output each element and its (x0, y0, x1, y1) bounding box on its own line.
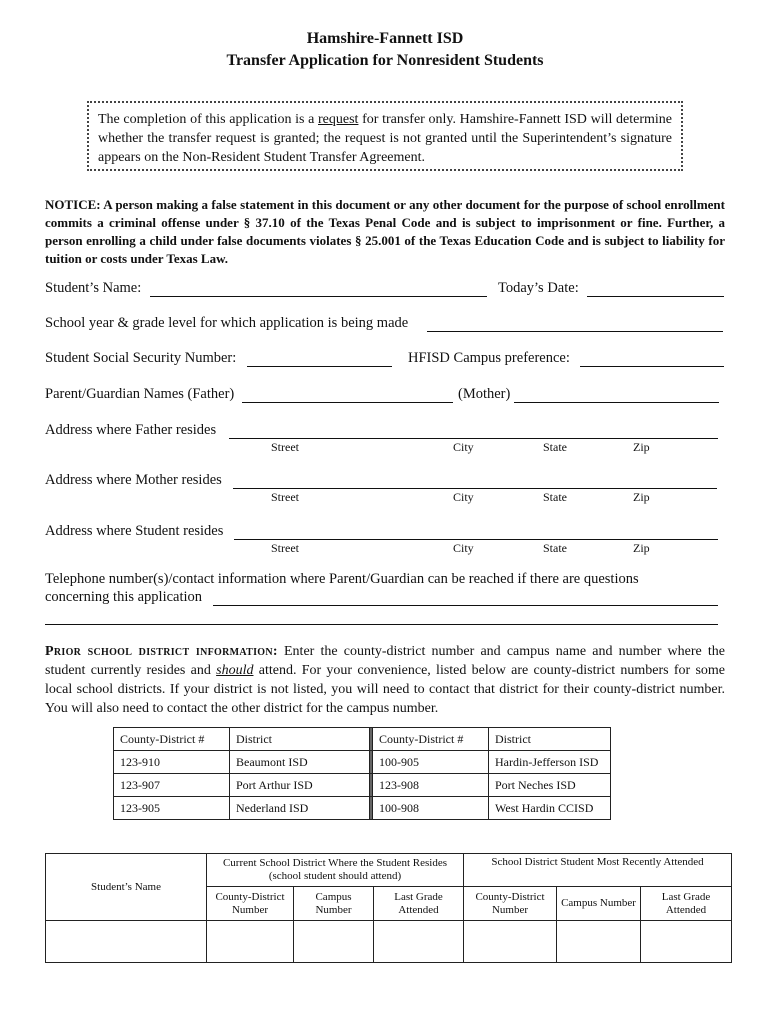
mother-address-label: Address where Mother resides (45, 472, 222, 488)
table-cell: West Hardin CCISD (489, 797, 611, 820)
table-header-row (114, 728, 611, 751)
table-cell: Port Arthur ISD (230, 774, 370, 797)
table-cell: 100-905 (373, 751, 489, 774)
city-caption: City (453, 490, 474, 504)
header-cell: District (230, 728, 370, 751)
state-caption: State (543, 490, 567, 504)
current-campus-entry[interactable] (294, 921, 374, 963)
ssn-field[interactable] (247, 366, 392, 367)
history-group-header-row (46, 854, 732, 887)
table-cell: Port Neches ISD (489, 774, 611, 797)
current-last-grade-entry[interactable] (374, 921, 464, 963)
campus-preference-field[interactable] (580, 366, 724, 367)
school-year-field[interactable] (427, 331, 723, 332)
prior-district-heading: Prior school district information: (45, 644, 278, 659)
intro-box (87, 101, 683, 171)
student-name-entry[interactable] (46, 921, 207, 963)
table-row (46, 921, 732, 963)
zip-caption: Zip (633, 490, 650, 504)
prior-text-after: attend. For your convenience, listed below are county-district numbers for some local school districts. If your district is not listed, you will need to contact that district for their county-district number. You will also need to contact the other district for the campus number. (45, 663, 726, 716)
telephone-field[interactable] (213, 605, 718, 606)
city-caption: City (453, 541, 474, 555)
prior-text-before: Enter the county-district number and campus name and number where the student currently resides and (45, 644, 725, 678)
table-cell: 123-907 (114, 774, 230, 797)
intro-text-request: request (318, 112, 359, 127)
todays-date-field[interactable] (587, 296, 724, 297)
mother-name-field[interactable] (514, 402, 719, 403)
table-cell: Nederland ISD (230, 797, 370, 820)
sub-header-cell: County-District Number (464, 887, 557, 921)
table-cell: 123-905 (114, 797, 230, 820)
student-name-header: Student’s Name (46, 854, 207, 921)
recent-campus-entry[interactable] (557, 921, 641, 963)
father-address-label: Address where Father resides (45, 422, 217, 438)
zip-caption: Zip (633, 541, 650, 555)
zip-caption: Zip (633, 440, 650, 454)
page-subtitle: Transfer Application for Nonresident Students (226, 52, 544, 69)
state-caption: State (543, 541, 567, 555)
table-cell: Beaumont ISD (230, 751, 370, 774)
notice-paragraph: NOTICE: A person making a false statement in this document or any other document for the purpose of school enrollment commits a criminal offense under § 37.10 of the Texas Penal Code and is subject to imprisonment or fine. Further, a person enrolling a child under false documents violates § 25.001 of the Texas Education Code and is subject to liability for tuition or costs under Texas Law. (45, 197, 725, 266)
sub-header-cell: Last Grade Attended (641, 887, 732, 921)
father-address-field[interactable] (229, 438, 718, 439)
recent-county-district-entry[interactable] (464, 921, 557, 963)
street-caption: Street (271, 490, 299, 504)
student-name-label: Student’s Name: (45, 280, 142, 296)
telephone-label: Telephone number(s)/contact information where Parent/Guardian can be reached if there are questions (45, 571, 639, 587)
todays-date-label: Today’s Date: (498, 280, 579, 296)
mother-label: (Mother) (458, 386, 511, 402)
prior-district-paragraph (45, 642, 725, 718)
current-county-district-entry[interactable] (207, 921, 294, 963)
sub-header-cell: Last Grade Attended (374, 887, 464, 921)
ssn-label: Student Social Security Number: (45, 350, 237, 366)
sub-header-cell: Campus Number (557, 887, 641, 921)
school-year-label: School year & grade level for which application is being made (45, 315, 409, 331)
city-caption: City (453, 440, 474, 454)
father-name-field[interactable] (242, 402, 453, 403)
telephone-field-extra-line[interactable] (45, 624, 718, 625)
page-title: Hamshire-Fannett ISD (306, 30, 464, 47)
current-district-header: Current School District Where the Student Resides (school student should attend) (207, 854, 464, 887)
header-cell: District (489, 728, 611, 751)
parent-names-label: Parent/Guardian Names (Father) (45, 386, 235, 402)
student-address-field[interactable] (234, 539, 718, 540)
header-cell: County-District # (114, 728, 230, 751)
table-cell: 123-908 (373, 774, 489, 797)
district-lookup-table (113, 727, 611, 820)
table-row (114, 797, 611, 820)
telephone-label-continued: concerning this application (45, 589, 203, 605)
table-row (114, 774, 611, 797)
table-cell: 100-908 (373, 797, 489, 820)
mother-address-field[interactable] (233, 488, 717, 489)
sub-header-cell: Campus Number (294, 887, 374, 921)
campus-preference-label: HFISD Campus preference: (408, 350, 570, 366)
table-row (114, 751, 611, 774)
header-cell: County-District # (373, 728, 489, 751)
recent-district-header: School District Student Most Recently Attended (464, 854, 732, 887)
state-caption: State (543, 440, 567, 454)
prior-text-emphasis: should (216, 663, 254, 678)
street-caption: Street (271, 440, 299, 454)
table-cell: 123-910 (114, 751, 230, 774)
student-name-field[interactable] (150, 296, 487, 297)
intro-text-before: The completion of this application is a (98, 112, 318, 127)
recent-last-grade-entry[interactable] (641, 921, 732, 963)
student-district-history-table (45, 853, 732, 963)
intro-text-after: for transfer only. Hamshire-Fannett ISD will determine whether the transfer request is granted; the request is not granted until the Superintendent’s signature appears on the Non-Resident Student Transfer Agreement. (98, 112, 672, 165)
street-caption: Street (271, 541, 299, 555)
student-address-label: Address where Student resides (45, 523, 224, 539)
sub-header-cell: County-District Number (207, 887, 294, 921)
table-cell: Hardin-Jefferson ISD (489, 751, 611, 774)
